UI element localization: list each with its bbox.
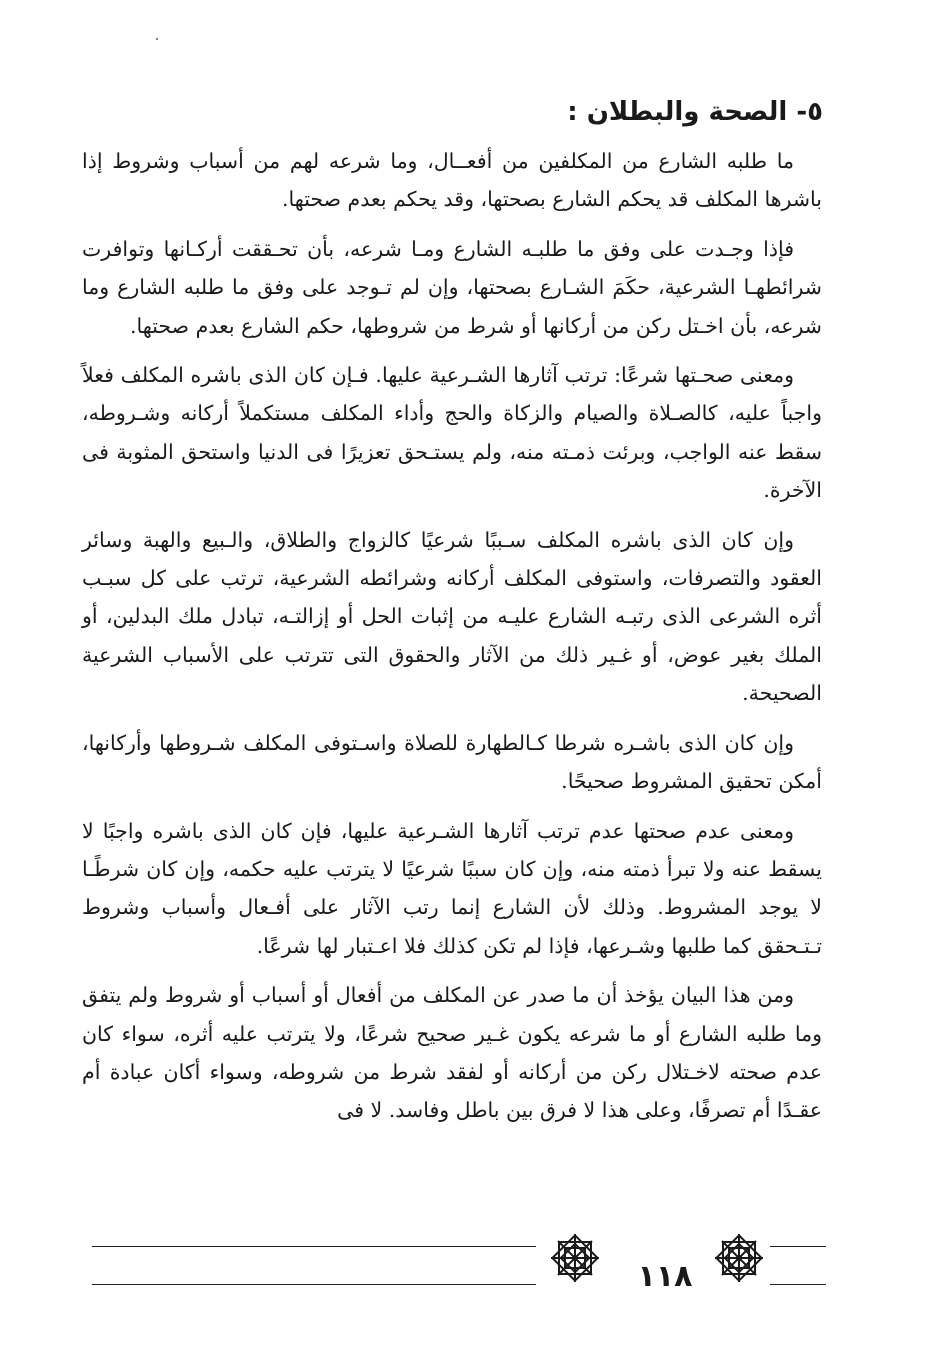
paragraph: وإن كان الذى باشره المكلف سـببًا شرعيًا كالزواج والطلاق، والـبيع والهبة وسائر العقود والتصرفات، واستوفى المكلف أركانه وشرائطه الشرعية، ترتب على كل سبـب أثره الشرعى الذى رتبـه الشارع عليـه من إثبات الحل أو إزالتـه، تبادل ملك البدلين، أو الملك بغير عوض، أو غـير ذلك من الآثار والحقوق التى تترتب على الأسباب الشرعية الصحيحة. [82,527,822,706]
footer-rule-left-bottom [92,1284,536,1285]
paragraph: ما طلبه الشارع من المكلفين من أفعــال، وما شرعه لهم من أسباب وشروط إذا باشرها المكلف قد يحكم الشارع بصحتها، وقد يحكم بعدم صحتها. [82,149,822,212]
paper-speck [156,38,158,40]
paragraph: ومن هذا البيان يؤخذ أن ما صدر عن المكلف من أفعال أو أسباب أو شروط ولم يتفق وما طلبه الشارع أو ما شرعه يكون غـير صحيح شرعًا، ولا يترتب عليه أثره، سواء كان عدم صحته لاخـتلال ركن من أركانه أو لفقد شرط من شروطه، وسواء أكان عبادة أم عقـدًا أم تصرفًا، وعلى هذا لا فرق بين باطل وفاسد. لا فى [82,983,822,1123]
section-heading: ٥- الصحة والبطلان : [567,97,823,127]
paragraph: فإذا وجـدت على وفق ما طلبـه الشارع ومـا شرعه، بأن تحـققت أركـانها وتوافرت شرائطهـا الشرعية، حكَمَ الشـارع بصحتها، وإن لم تـوجد على وفق ما طلبه الشارع وما شرعه، بأن اخـتل ركن من أركانها أو شرط من شروطها، حكم الشارع بعدم صحتها. [82,236,822,338]
octagram-ornament-icon [548,1231,602,1285]
paragraph: ومعنى عدم صحتها عدم ترتب آثارها الشـرعية عليها، فإن كان الذى باشره واجبًا لا يسقط عنه ولا تبرأ ذمته منه، وإن كان سببًا شرعيًا لا يترتب عليه حكمه، وإن كان شرطًـا لا يوجد المشروط. وذلك لأن الشارع إنما رتب الآثار على أفـعال وأسباب وشروط تـتـحقق كما طلبها وشـرعها، فإذا لم تكن كذلك فلا اعـتبار لها شرعًا. [82,818,822,958]
body-text [82,142,822,1141]
paragraph: وإن كان الذى باشـره شرطا كـالطهارة للصلاة واسـتوفى المكلف شـروطها وأركانها، أمكن تحقيق المشروط صحيحًا. [82,730,822,794]
footer-rule-left-top [92,1246,536,1247]
footer-rule-right-top [770,1246,826,1247]
octagram-ornament-icon [712,1231,766,1285]
paragraph: ومعنى صحـتها شرعًا: ترتب آثارها الشـرعية عليها. فـإن كان الذى باشره المكلف فعلاً واجباً عليه، كالصـلاة والصيام والزكاة والحج وأداء المكلف مستكملاً أركانه وشـروطه، سقط عنه الواجب، وبرئت ذمـته منه، ولم يستـحق تعزيرًا فى الدنيا واستحق المثوبة فى الآخرة. [82,363,822,503]
page-number: ١١٨ [637,1259,693,1294]
footer-rule-right-bottom [770,1284,826,1285]
